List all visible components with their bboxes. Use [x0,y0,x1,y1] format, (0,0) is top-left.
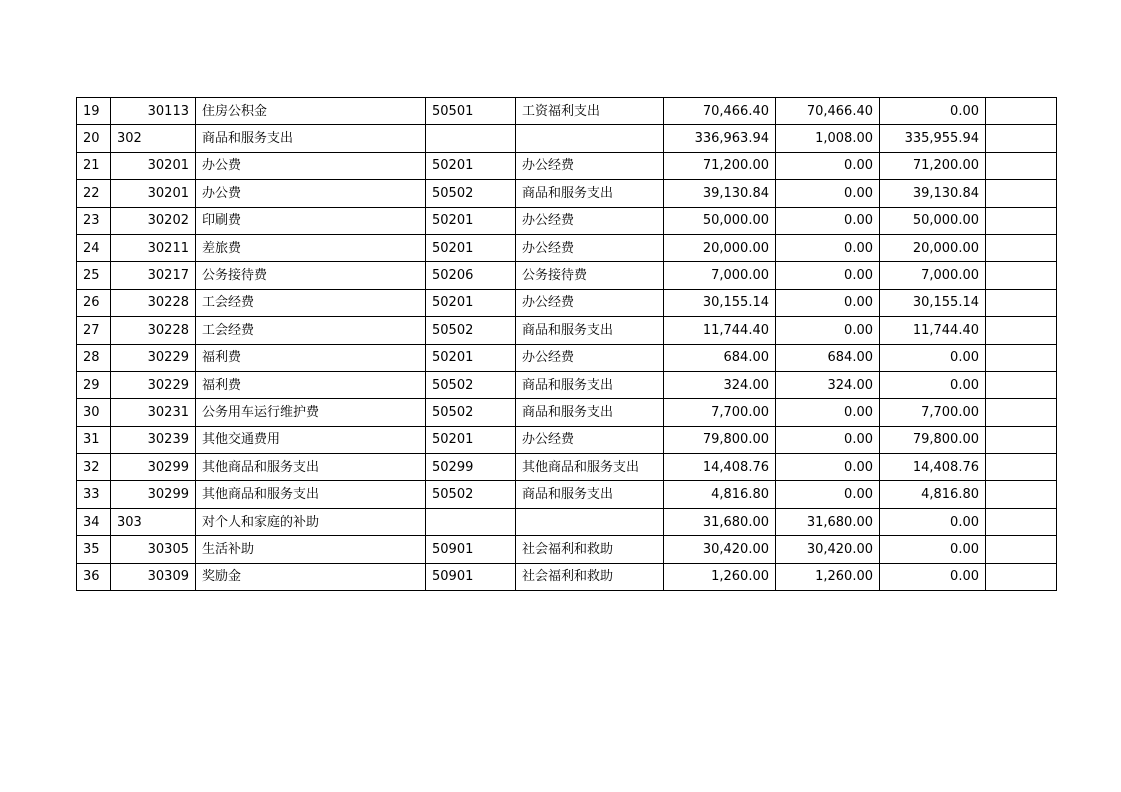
row-number-cell: 31 [77,426,111,453]
function-name-cell: 办公费 [196,180,426,207]
function-name-cell: 办公费 [196,152,426,179]
economic-code-cell: 50502 [426,481,516,508]
table-row [77,262,1057,289]
row-number-cell: 21 [77,152,111,179]
project-expenditure-cell: 39,130.84 [880,180,986,207]
function-code-cell: 30202 [111,207,196,234]
row-number-cell: 26 [77,289,111,316]
project-expenditure-cell: 0.00 [880,563,986,590]
economic-name-cell: 办公经费 [516,207,664,234]
function-code-cell: 30299 [111,454,196,481]
economic-code-cell: 50201 [426,234,516,261]
economic-name-cell: 办公经费 [516,234,664,261]
economic-code-cell: 50901 [426,563,516,590]
function-code-cell: 302 [111,125,196,152]
economic-code-cell: 50201 [426,207,516,234]
note-cell [986,207,1057,234]
project-expenditure-cell: 0.00 [880,371,986,398]
function-code-cell: 30217 [111,262,196,289]
economic-name-cell: 社会福利和救助 [516,536,664,563]
basic-expenditure-cell: 0.00 [776,426,880,453]
project-expenditure-cell: 20,000.00 [880,234,986,261]
economic-name-cell [516,508,664,535]
function-code-cell: 30239 [111,426,196,453]
project-expenditure-cell: 0.00 [880,98,986,125]
economic-name-cell: 其他商品和服务支出 [516,454,664,481]
table-row [77,426,1057,453]
basic-expenditure-cell: 0.00 [776,399,880,426]
note-cell [986,317,1057,344]
budget-table-body [77,98,1057,591]
function-name-cell: 商品和服务支出 [196,125,426,152]
basic-expenditure-cell: 0.00 [776,262,880,289]
basic-expenditure-cell: 0.00 [776,207,880,234]
basic-expenditure-cell: 0.00 [776,454,880,481]
basic-expenditure-cell: 0.00 [776,289,880,316]
basic-expenditure-cell: 1,008.00 [776,125,880,152]
basic-expenditure-cell: 0.00 [776,152,880,179]
economic-code-cell [426,508,516,535]
total-amount-cell: 31,680.00 [664,508,776,535]
note-cell [986,563,1057,590]
note-cell [986,426,1057,453]
function-name-cell: 对个人和家庭的补助 [196,508,426,535]
project-expenditure-cell: 7,000.00 [880,262,986,289]
basic-expenditure-cell: 30,420.00 [776,536,880,563]
note-cell [986,344,1057,371]
table-row [77,563,1057,590]
total-amount-cell: 4,816.80 [664,481,776,508]
function-code-cell: 30211 [111,234,196,261]
total-amount-cell: 20,000.00 [664,234,776,261]
function-code-cell: 30309 [111,563,196,590]
basic-expenditure-cell: 70,466.40 [776,98,880,125]
function-code-cell: 30228 [111,289,196,316]
project-expenditure-cell: 0.00 [880,508,986,535]
project-expenditure-cell: 50,000.00 [880,207,986,234]
economic-name-cell: 办公经费 [516,426,664,453]
function-name-cell: 工会经费 [196,289,426,316]
function-code-cell: 30201 [111,152,196,179]
project-expenditure-cell: 30,155.14 [880,289,986,316]
table-row [77,536,1057,563]
function-code-cell: 30299 [111,481,196,508]
function-code-cell: 30229 [111,344,196,371]
row-number-cell: 33 [77,481,111,508]
function-code-cell: 30229 [111,371,196,398]
economic-code-cell [426,125,516,152]
note-cell [986,152,1057,179]
table-row [77,344,1057,371]
economic-code-cell: 50502 [426,180,516,207]
function-name-cell: 其他商品和服务支出 [196,454,426,481]
function-name-cell: 其他交通费用 [196,426,426,453]
note-cell [986,508,1057,535]
economic-name-cell: 商品和服务支出 [516,180,664,207]
note-cell [986,98,1057,125]
note-cell [986,125,1057,152]
economic-name-cell: 社会福利和救助 [516,563,664,590]
project-expenditure-cell: 11,744.40 [880,317,986,344]
basic-expenditure-cell: 684.00 [776,344,880,371]
note-cell [986,180,1057,207]
project-expenditure-cell: 71,200.00 [880,152,986,179]
economic-name-cell: 商品和服务支出 [516,481,664,508]
note-cell [986,399,1057,426]
function-name-cell: 住房公积金 [196,98,426,125]
function-code-cell: 30231 [111,399,196,426]
total-amount-cell: 11,744.40 [664,317,776,344]
function-name-cell: 差旅费 [196,234,426,261]
total-amount-cell: 70,466.40 [664,98,776,125]
project-expenditure-cell: 14,408.76 [880,454,986,481]
total-amount-cell: 39,130.84 [664,180,776,207]
project-expenditure-cell: 79,800.00 [880,426,986,453]
total-amount-cell: 50,000.00 [664,207,776,234]
note-cell [986,481,1057,508]
row-number-cell: 23 [77,207,111,234]
economic-code-cell: 50299 [426,454,516,481]
basic-expenditure-cell: 31,680.00 [776,508,880,535]
economic-code-cell: 50502 [426,399,516,426]
economic-code-cell: 50201 [426,426,516,453]
project-expenditure-cell: 335,955.94 [880,125,986,152]
table-row [77,152,1057,179]
economic-name-cell: 办公经费 [516,344,664,371]
table-row [77,289,1057,316]
total-amount-cell: 7,700.00 [664,399,776,426]
row-number-cell: 24 [77,234,111,261]
function-name-cell: 公务用车运行维护费 [196,399,426,426]
economic-name-cell: 商品和服务支出 [516,317,664,344]
function-name-cell: 其他商品和服务支出 [196,481,426,508]
total-amount-cell: 336,963.94 [664,125,776,152]
table-row [77,508,1057,535]
economic-name-cell [516,125,664,152]
table-row [77,454,1057,481]
basic-expenditure-cell: 0.00 [776,481,880,508]
total-amount-cell: 30,155.14 [664,289,776,316]
economic-code-cell: 50201 [426,344,516,371]
basic-expenditure-cell: 1,260.00 [776,563,880,590]
basic-expenditure-cell: 0.00 [776,234,880,261]
economic-name-cell: 办公经费 [516,289,664,316]
project-expenditure-cell: 4,816.80 [880,481,986,508]
table-row [77,125,1057,152]
note-cell [986,234,1057,261]
economic-code-cell: 50201 [426,289,516,316]
total-amount-cell: 324.00 [664,371,776,398]
note-cell [986,289,1057,316]
row-number-cell: 30 [77,399,111,426]
economic-name-cell: 商品和服务支出 [516,399,664,426]
total-amount-cell: 14,408.76 [664,454,776,481]
row-number-cell: 36 [77,563,111,590]
row-number-cell: 35 [77,536,111,563]
function-code-cell: 30113 [111,98,196,125]
note-cell [986,536,1057,563]
note-cell [986,454,1057,481]
basic-expenditure-cell: 0.00 [776,180,880,207]
economic-code-cell: 50201 [426,152,516,179]
budget-table [76,97,1057,591]
project-expenditure-cell: 0.00 [880,536,986,563]
total-amount-cell: 30,420.00 [664,536,776,563]
table-row [77,399,1057,426]
table-row [77,180,1057,207]
function-name-cell: 福利费 [196,371,426,398]
row-number-cell: 19 [77,98,111,125]
basic-expenditure-cell: 324.00 [776,371,880,398]
function-name-cell: 生活补助 [196,536,426,563]
economic-name-cell: 办公经费 [516,152,664,179]
row-number-cell: 32 [77,454,111,481]
row-number-cell: 25 [77,262,111,289]
economic-code-cell: 50206 [426,262,516,289]
table-row [77,234,1057,261]
economic-code-cell: 50501 [426,98,516,125]
table-row [77,481,1057,508]
table-row [77,371,1057,398]
total-amount-cell: 684.00 [664,344,776,371]
row-number-cell: 20 [77,125,111,152]
basic-expenditure-cell: 0.00 [776,317,880,344]
note-cell [986,262,1057,289]
economic-name-cell: 商品和服务支出 [516,371,664,398]
function-code-cell: 303 [111,508,196,535]
project-expenditure-cell: 7,700.00 [880,399,986,426]
row-number-cell: 22 [77,180,111,207]
total-amount-cell: 79,800.00 [664,426,776,453]
total-amount-cell: 1,260.00 [664,563,776,590]
economic-name-cell: 工资福利支出 [516,98,664,125]
function-code-cell: 30201 [111,180,196,207]
total-amount-cell: 71,200.00 [664,152,776,179]
function-name-cell: 印刷费 [196,207,426,234]
table-row [77,207,1057,234]
row-number-cell: 29 [77,371,111,398]
row-number-cell: 27 [77,317,111,344]
economic-code-cell: 50502 [426,371,516,398]
economic-name-cell: 公务接待费 [516,262,664,289]
function-code-cell: 30305 [111,536,196,563]
table-row [77,317,1057,344]
function-name-cell: 公务接待费 [196,262,426,289]
function-name-cell: 工会经费 [196,317,426,344]
total-amount-cell: 7,000.00 [664,262,776,289]
note-cell [986,371,1057,398]
economic-code-cell: 50502 [426,317,516,344]
function-name-cell: 福利费 [196,344,426,371]
row-number-cell: 34 [77,508,111,535]
table-row [77,98,1057,125]
economic-code-cell: 50901 [426,536,516,563]
row-number-cell: 28 [77,344,111,371]
function-name-cell: 奖励金 [196,563,426,590]
function-code-cell: 30228 [111,317,196,344]
project-expenditure-cell: 0.00 [880,344,986,371]
